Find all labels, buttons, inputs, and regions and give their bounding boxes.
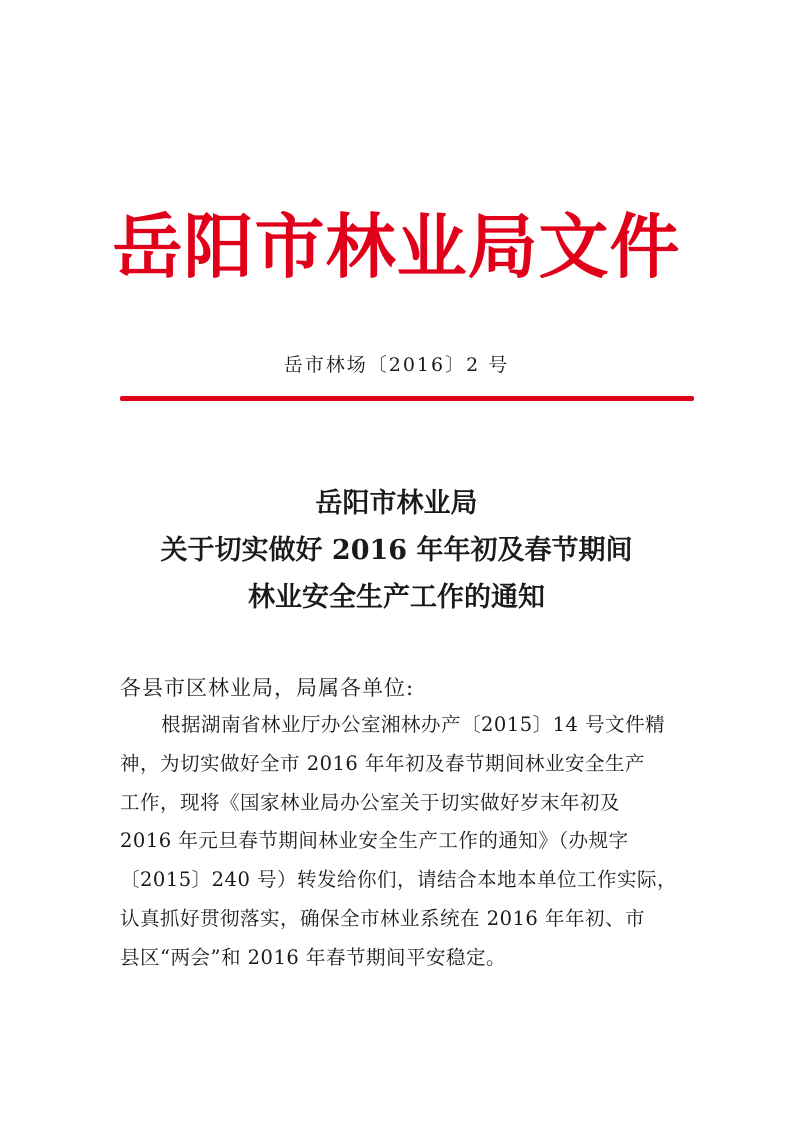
body-line: 县区“两会”和 2016 年春节期间平安稳定。: [120, 945, 506, 969]
document-title: [0, 480, 793, 621]
body-line: 认真抓好贯彻落实，确保全市林业系统在 2016 年年初、市: [120, 906, 646, 930]
body-line: 神，为切实做好全市 2016 年年初及春节期间林业安全生产: [120, 751, 646, 775]
body-line: 〔2015〕240 号）转发给你们，请结合本地本单位工作实际，: [120, 868, 678, 892]
title-line-1: 岳阳市林业局: [315, 488, 478, 519]
document-masthead: 岳阳市林业局文件: [112, 205, 681, 288]
body-line: 2016 年元旦春节期间林业安全生产工作的通知》（办规字: [120, 829, 629, 853]
body-line: 根据湖南省林业厅办公室湘林办产〔2015〕14 号文件精: [161, 713, 666, 736]
red-separator-line: [120, 396, 694, 401]
title-line-3: 林业安全生产工作的通知: [248, 582, 545, 613]
salutation: 各县市区林业局，局属各单位:: [120, 676, 415, 700]
document-number: 岳市林场〔2016〕2 号: [283, 354, 510, 376]
body-line: 工作，现将《国家林业局办公室关于切实做好岁末年初及: [120, 790, 621, 814]
title-line-2: 关于切实做好 2016 年年初及春节期间: [160, 535, 633, 566]
body-paragraph: [120, 706, 680, 978]
